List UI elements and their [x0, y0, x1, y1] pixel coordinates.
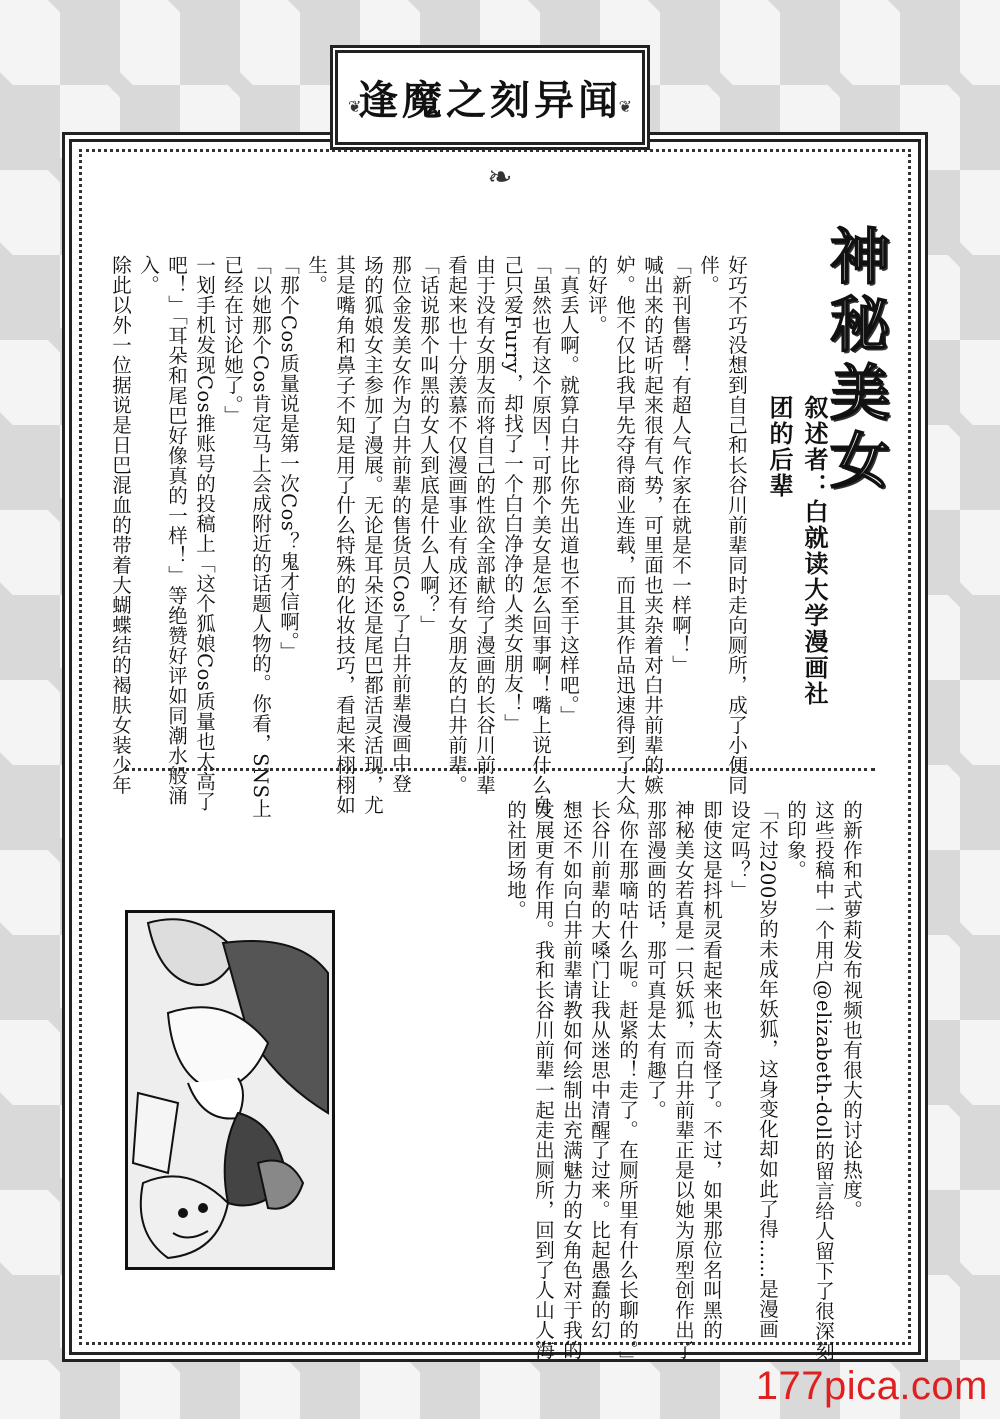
text-line: 设定吗？」 [728, 800, 751, 900]
text-line: 「话说那个叫黑的女人到底是什么人啊？」 [417, 255, 440, 635]
text-line: 「真丢人啊。就算白井比你先出道也不至于这样吧。」 [557, 255, 580, 726]
text-line: 「新刊售罄！有超人气作家在就是不一样啊！」 [669, 255, 692, 675]
illustration-artwork [128, 913, 332, 1267]
text-line: 「不过200岁的未成年妖狐，这身变化却如此了得……是漫画 [756, 800, 779, 1339]
text-line: 场的狐娘女主参加了漫展。无论是耳朵还是尾巴都活灵活现，尤 [361, 255, 384, 815]
text-line: 由于没有女朋友而将自己的性欲全部献给了漫画的长谷川前辈 [473, 255, 496, 795]
text-line: 除此以外一位据说是日巴混血的带着大蝴蝶结的褐肤女装少年 [109, 255, 132, 795]
site-watermark: 177pica.com [755, 1364, 988, 1408]
text-line: 的好评。 [585, 255, 608, 335]
text-line: 已经在讨论她了。」 [221, 255, 244, 426]
text-line: 「虽然也有这个原因！可那个美女是怎么回事啊！嘴上说什么自 [529, 255, 552, 815]
text-line: 的社团场地。 [504, 800, 527, 920]
text-line: 好巧不巧没想到自己和长谷川前辈同时走向厕所，成了小便同 [725, 255, 748, 795]
text-line: 喊出来的话听起来很有气势，可里面也夹杂着对白井前辈的嫉 [641, 255, 664, 795]
text-line: 那部漫画的话，那可真是太有趣了。 [644, 800, 667, 1120]
text-line: 妒。他不仅比我早先夺得商业连载，而且其作品迅速得到了大众 [613, 255, 636, 815]
text-line: 想还不如向白井前辈请教如何绘制出充满魅力的女角色对于我的 [560, 800, 583, 1360]
text-line: 吧！」「耳朵和尾巴好像真的一样！」等绝赞好评如同潮水般涌 [165, 255, 188, 806]
text-line: 的新作和式萝莉发布视频也有很大的讨论热度。 [840, 800, 863, 1220]
lower-text-column [501, 800, 865, 1371]
text-line: 这些投稿中一个用户@elizabeth-doll的留言给人留下了很深刻 [812, 800, 835, 1361]
text-line: 己只爱Furry，却找了一个白白净净的人类女朋友！」 [501, 255, 524, 734]
text-line: 发展更有作用。我和长谷川前辈一起走出厕所，回到了人山人海 [532, 800, 555, 1360]
text-line: 「那个Cos质量说是第一次Cos？鬼才信啊。」 [277, 255, 300, 662]
text-line: 「以她那个Cos肯定马上会成附近的话题人物的。你看，SNS上 [249, 255, 272, 819]
page-title: 逢魔之刻异闻 [358, 77, 622, 124]
text-line: 长谷川前辈的大嗓门让我从迷思中清醒了过来。比起愚蠢的幻 [588, 800, 611, 1340]
right-ornament-icon: ❦ [618, 97, 632, 116]
text-line: 一划手机发现Cos推账号的投稿上「这个狐娘Cos质量也太高了 [193, 255, 216, 812]
text-line: 入。 [137, 255, 160, 295]
text-line: 即使这是抖机灵看起来也太奇怪了。不过，如果那位名叫黑的 [700, 800, 723, 1340]
story-heading: 神秘美女 [820, 225, 890, 497]
manga-illustration [125, 910, 335, 1270]
narrator-byline: 叙述者：白就读大学漫画社团的后辈 [765, 395, 828, 707]
section-divider [125, 768, 875, 771]
text-line: 看起来也十分羡慕不仅漫画事业有成还有女朋友的白井前辈。 [445, 255, 468, 795]
title-plate [330, 45, 650, 150]
scroll-ornament-icon: ❧ [487, 160, 513, 195]
text-line: 其是嘴角和鼻子不知是用了什么特殊的化妆技巧，看起来栩栩如 [333, 255, 356, 815]
text-line: 的印象。 [784, 800, 807, 880]
text-line: 生。 [305, 255, 328, 295]
text-line: 神秘美女若真是一只妖狐，而白井前辈正是以她为原型创作出了 [672, 800, 695, 1360]
upper-text-column [106, 255, 750, 819]
text-line: 「你在那嘀咕什么呢。赶紧的！走了。在厕所里有什么长聊的。」 [616, 800, 639, 1371]
left-ornament-icon: ❦ [348, 97, 362, 116]
text-line: 那位金发美女作为白井前辈的售货员Cos了白井前辈漫画中登 [389, 255, 412, 794]
text-line: 伴。 [697, 255, 720, 295]
